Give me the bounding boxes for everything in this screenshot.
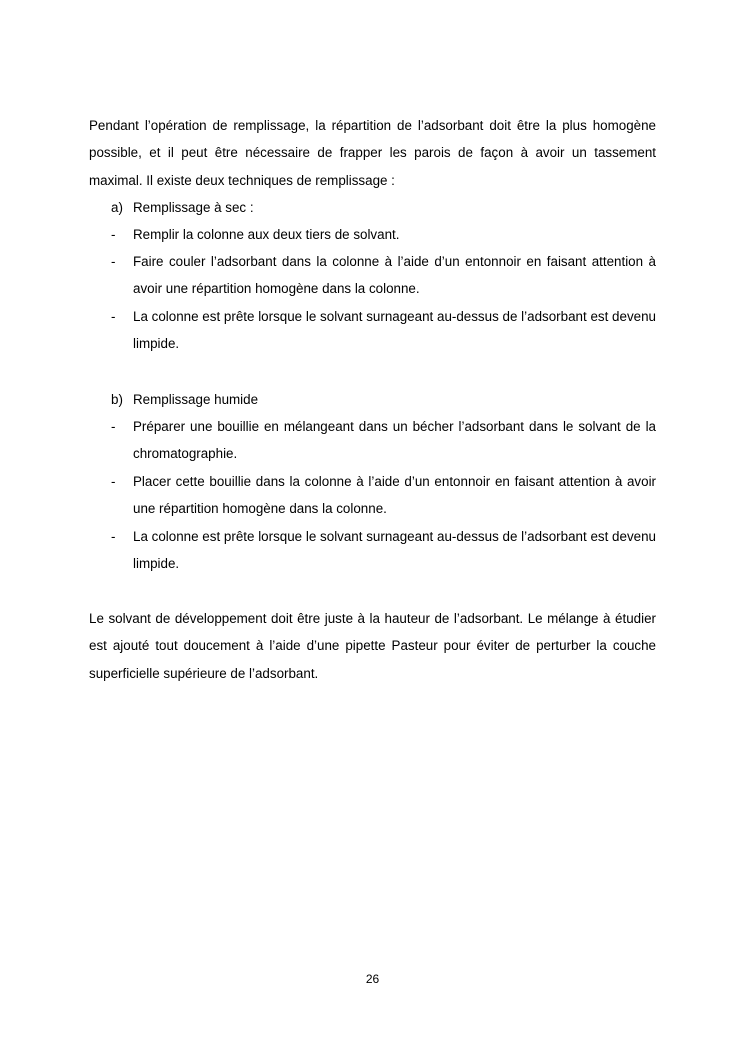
list-item <box>111 413 656 468</box>
list-item-text: Préparer une bouillie en mélangeant dans un bécher l’adsorbant dans le solvant de la chromatographie. <box>133 419 656 462</box>
section-a-heading <box>111 194 254 221</box>
list-item <box>111 248 656 303</box>
bullet-dash: - <box>111 254 116 269</box>
list-item-text: La colonne est prête lorsque le solvant surnageant au-dessus de l’adsorbant est devenu limpide. <box>133 529 656 572</box>
section-b-title: Remplissage humide <box>133 392 259 407</box>
section-a-title: Remplissage à sec : <box>133 200 254 215</box>
bullet-dash: - <box>111 419 116 434</box>
list-item <box>111 523 656 578</box>
bullet-dash: - <box>111 309 116 324</box>
bullet-dash: - <box>111 227 116 242</box>
section-b-heading <box>111 386 258 413</box>
bullet-dash: - <box>111 474 116 489</box>
list-item-text: La colonne est prête lorsque le solvant surnageant au-dessus de l’adsorbant est devenu limpide. <box>133 309 656 352</box>
section-a-marker: a) <box>111 200 123 215</box>
list-item <box>111 303 656 358</box>
list-item <box>111 468 656 523</box>
list-item-text: Remplir la colonne aux deux tiers de solvant. <box>133 227 400 242</box>
intro-paragraph: Pendant l’opération de remplissage, la répartition de l’adsorbant doit être la plus homogène possible, et il peut être nécessaire de frapper les parois de façon à avoir un tassement maximal. Il existe deux techniques de remplissage : <box>89 118 656 188</box>
bullet-dash: - <box>111 529 116 544</box>
list-item-text: Faire couler l’adsorbant dans la colonne à l’aide d’un entonnoir en faisant attention à avoir une répartition homogène dans la colonne. <box>133 254 656 297</box>
section-b-marker: b) <box>111 392 123 407</box>
conclusion-paragraph: Le solvant de développement doit être juste à la hauteur de l’adsorbant. Le mélange à étudier est ajouté tout doucement à l’aide d’une pipette Pasteur pour éviter de perturber la couche superficielle supérieure de l’adsorbant. <box>89 611 656 681</box>
page-number: 26 <box>365 972 380 986</box>
list-item-text: Placer cette bouillie dans la colonne à l’aide d’un entonnoir en faisant attention à avoir une répartition homogène dans la colonne. <box>133 474 656 517</box>
list-item <box>111 221 656 248</box>
